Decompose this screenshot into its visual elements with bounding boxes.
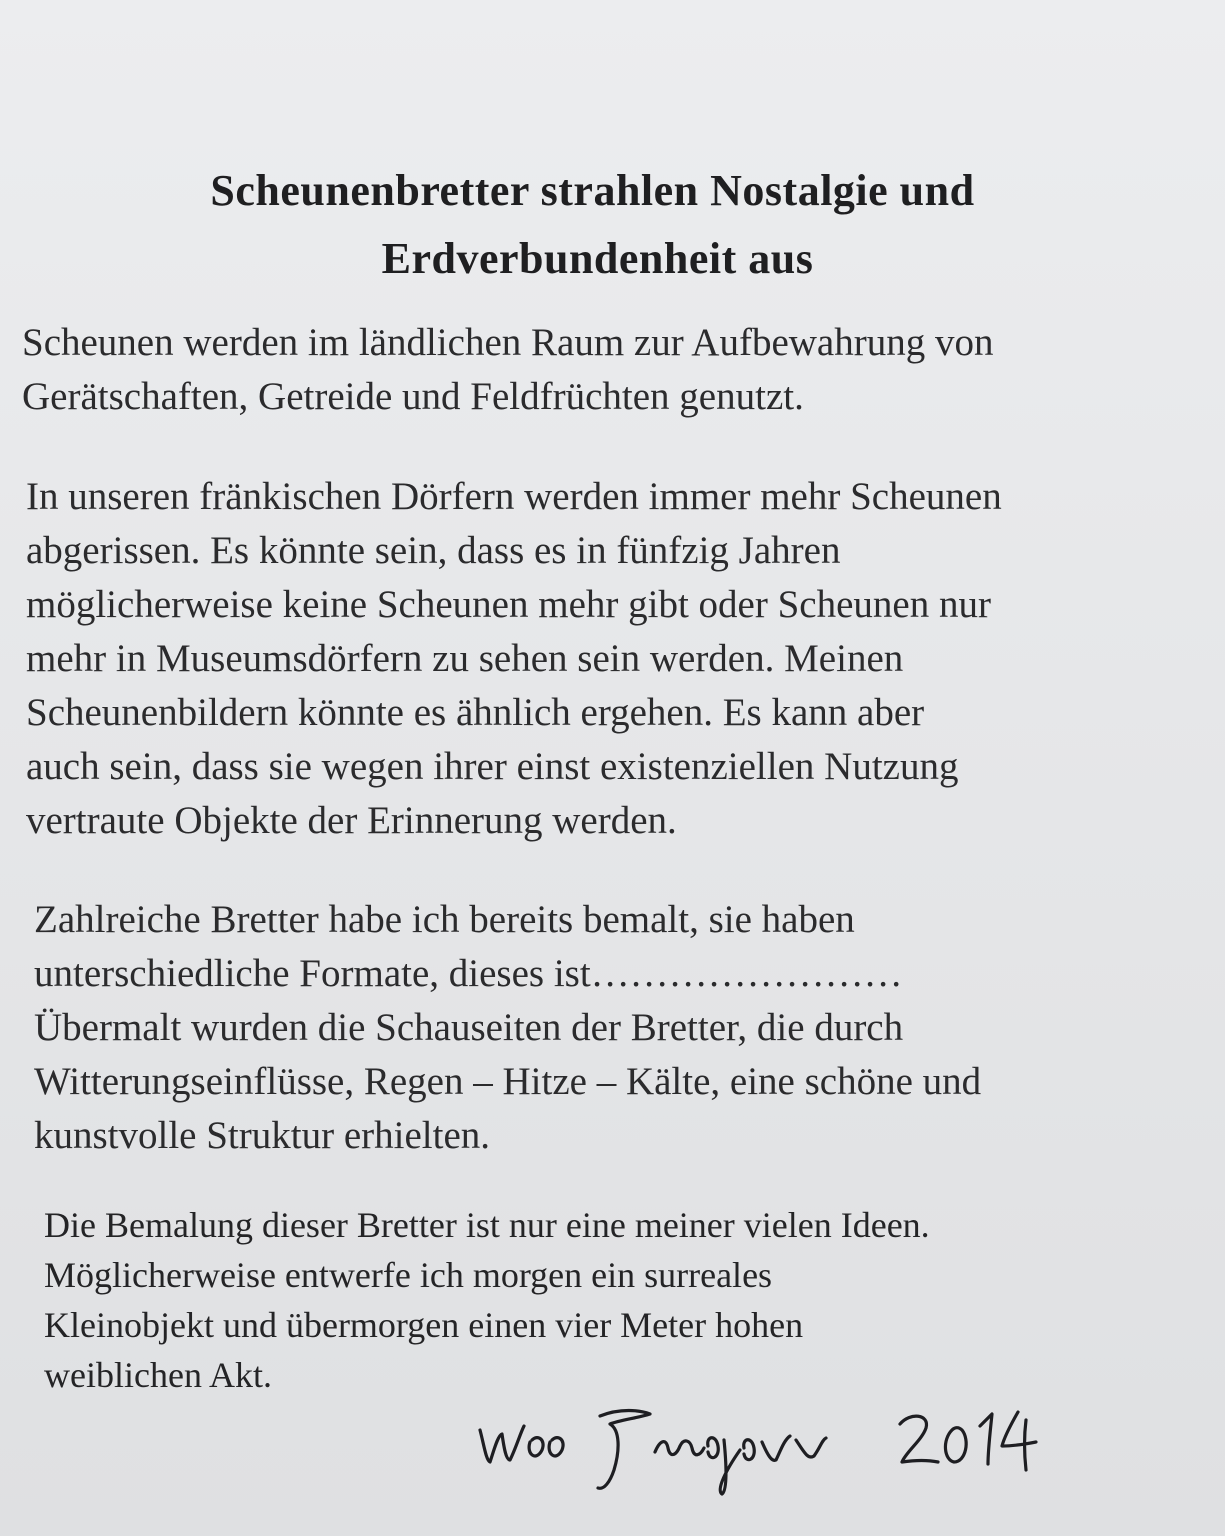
text-line: möglicherweise keine Scheunen mehr gibt oder Scheunen nur <box>26 583 991 626</box>
text-line: unterschiedliche Formate, dieses ist…………………… <box>34 952 903 995</box>
text-line: Scheunenbildern könnte es ähnlich ergehen. Es kann aber <box>26 691 925 734</box>
text-line: weiblichen Akt. <box>44 1355 272 1395</box>
text-line: vertraute Objekte der Erinnerung werden. <box>26 799 677 842</box>
text-line: Scheunen werden im ländlichen Raum zur Aufbewahrung von <box>22 321 994 364</box>
text-line: Gerätschaften, Getreide und Feldfrüchten genutzt. <box>22 375 804 418</box>
paragraph-2 <box>26 470 1002 848</box>
document-title <box>0 157 1225 293</box>
text-line: abgerissen. Es könnte sein, dass es in fünfzig Jahren <box>26 529 841 572</box>
handwritten-signature <box>470 1390 1070 1500</box>
text-line: kunstvolle Struktur erhielten. <box>34 1114 491 1157</box>
text-line: In unseren fränkischen Dörfern werden immer mehr Scheunen <box>26 475 1002 518</box>
title-line: Scheunenbretter strahlen Nostalgie und <box>210 166 975 216</box>
text-line: Möglicherweise entwerfe ich morgen ein surreales <box>44 1255 773 1295</box>
paragraph-3 <box>34 893 981 1163</box>
title-line: Erdverbundenheit aus <box>381 234 814 284</box>
text-line: Die Bemalung dieser Bretter ist nur eine meiner vielen Ideen. <box>44 1205 930 1245</box>
text-line: mehr in Museumsdörfern zu sehen sein werden. Meinen <box>26 637 904 680</box>
paragraph-1 <box>22 316 993 424</box>
paragraph-4 <box>44 1200 930 1400</box>
text-line: Witterungseinflüsse, Regen – Hitze – Kälte, eine schöne und <box>34 1060 982 1103</box>
text-line: auch sein, dass sie wegen ihrer einst existenziellen Nutzung <box>26 745 959 788</box>
text-line: Zahlreiche Bretter habe ich bereits bemalt, sie haben <box>34 898 855 941</box>
text-line: Kleinobjekt und übermorgen einen vier Meter hohen <box>44 1305 804 1345</box>
text-line: Übermalt wurden die Schauseiten der Bretter, die durch <box>34 1006 904 1049</box>
